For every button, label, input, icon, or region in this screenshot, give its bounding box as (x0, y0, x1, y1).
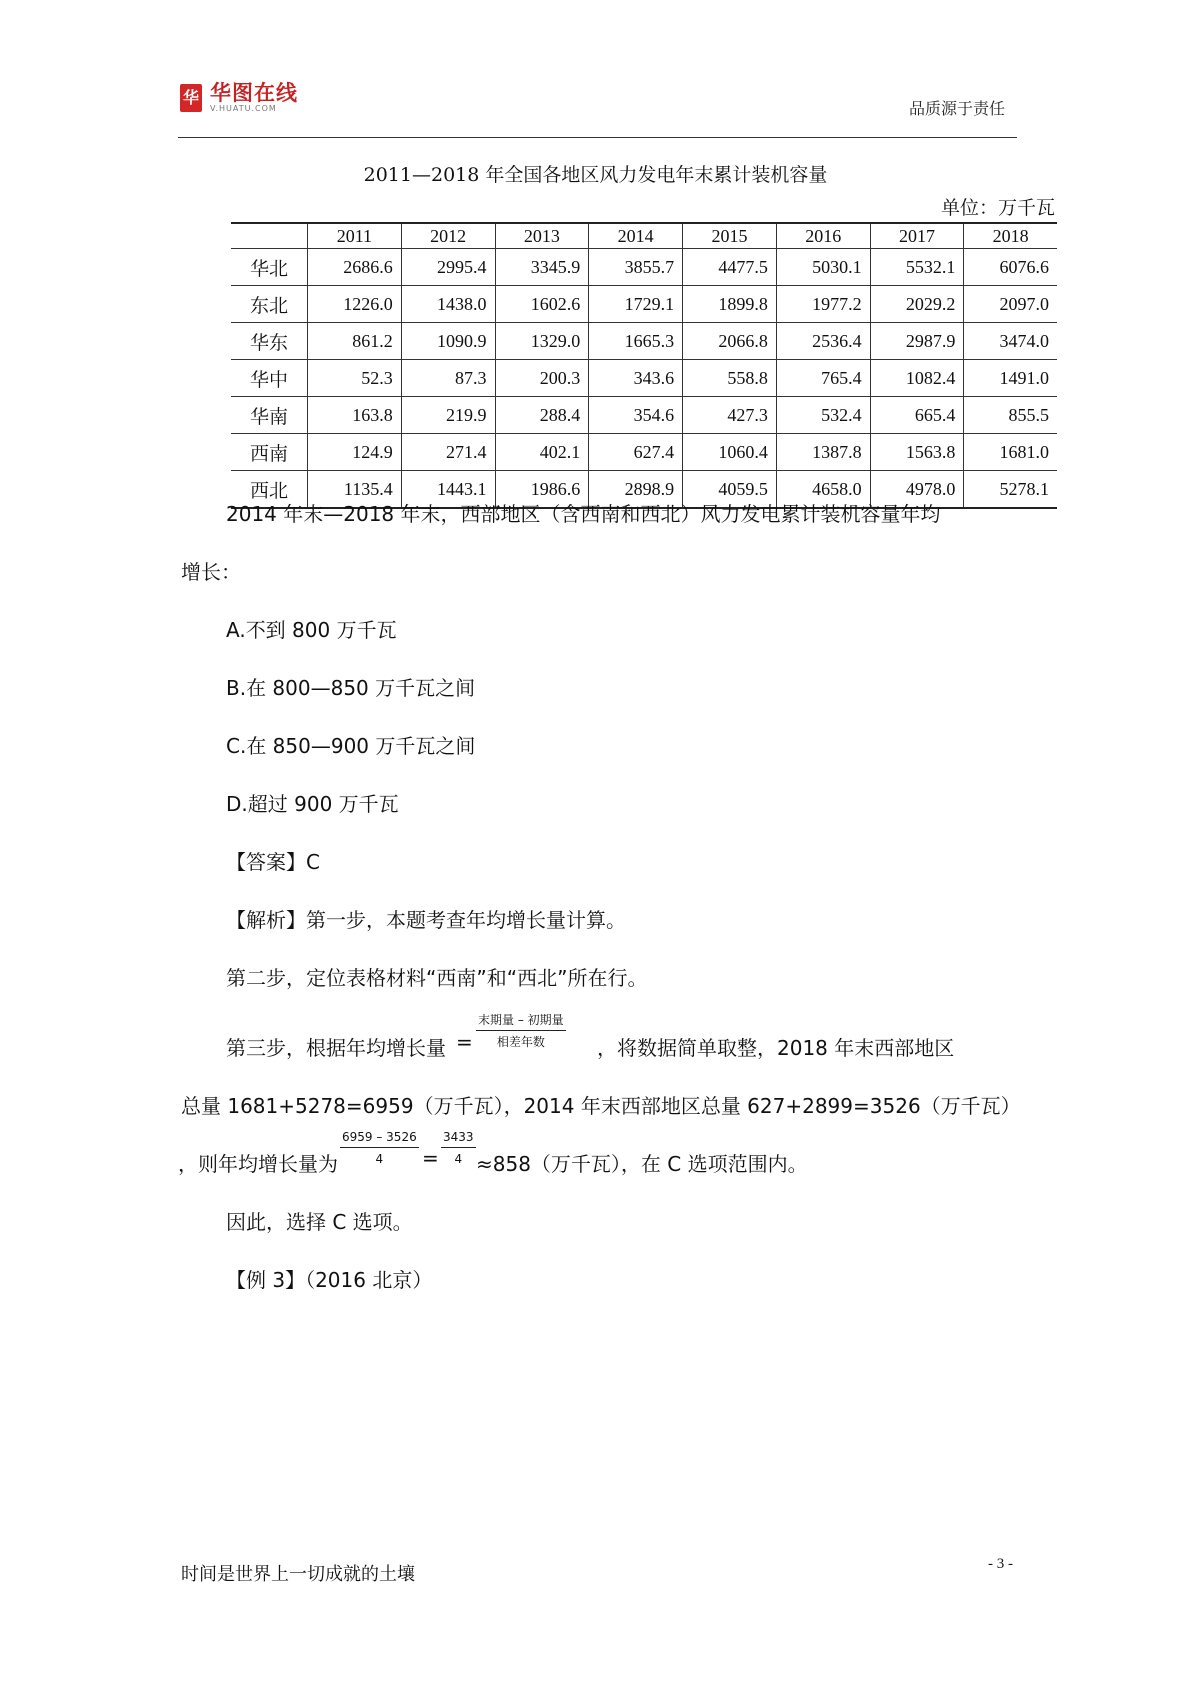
value-cell: 1977.2 (776, 286, 870, 323)
value-cell: 1060.4 (683, 434, 777, 471)
option-a: A.不到 800 万千瓦 (226, 618, 397, 642)
fraction-1-numerator: 6959 – 3526 (340, 1129, 419, 1148)
analysis-step3-line3-suffix: ≈858（万千瓦），在 C 选项范围内。 (476, 1152, 808, 1176)
value-cell: 1681.0 (964, 434, 1057, 471)
value-cell: 1491.0 (964, 360, 1057, 397)
value-cell: 2029.2 (870, 286, 964, 323)
analysis-step2: 第二步，定位表格材料“西南”和“西北”所在行。 (226, 966, 648, 990)
data-table (231, 222, 1057, 509)
value-cell: 2686.6 (308, 249, 402, 286)
brand-logo (180, 82, 298, 114)
year-header: 2017 (870, 223, 964, 249)
value-cell: 6076.6 (964, 249, 1057, 286)
analysis-step3-line3-prefix: ，则年均增长量为 (178, 1152, 338, 1176)
question-stem-cont: 增长： (181, 560, 241, 584)
equals-sign: = (456, 1030, 473, 1054)
value-cell: 1438.0 (401, 286, 495, 323)
value-cell: 288.4 (495, 397, 589, 434)
value-cell: 4477.5 (683, 249, 777, 286)
value-cell: 1387.8 (776, 434, 870, 471)
value-cell: 52.3 (308, 360, 402, 397)
table-row (231, 434, 1057, 471)
value-cell: 1443.1 (401, 471, 495, 509)
year-header: 2018 (964, 223, 1057, 249)
value-cell: 1135.4 (308, 471, 402, 509)
table-unit: 单位：万千瓦 (940, 197, 1055, 219)
year-header: 2016 (776, 223, 870, 249)
value-cell: 5030.1 (776, 249, 870, 286)
growth-formula (476, 1012, 566, 1050)
option-c: C.在 850—900 万千瓦之间 (226, 734, 476, 758)
analysis-step1: 【解析】第一步，本题考查年均增长量计算。 (226, 908, 626, 932)
value-cell: 163.8 (308, 397, 402, 434)
formula-numerator: 末期量 – 初期量 (476, 1012, 566, 1031)
fraction-1-denominator: 4 (375, 1152, 384, 1166)
table-title: 2011—2018 年全国各地区风力发电年末累计装机容量 (363, 164, 828, 186)
value-cell: 271.4 (401, 434, 495, 471)
question-stem: 2014 年末—2018 年末，西部地区（含西南和西北）风力发电累计装机容量年均 (226, 502, 941, 526)
analysis-step3-line2: 总量 1681+5278=6959（万千瓦），2014 年末西部地区总量 627+2899=3526（万千瓦） (181, 1094, 1021, 1118)
option-d: D.超过 900 万千瓦 (226, 792, 399, 816)
value-cell: 665.4 (870, 397, 964, 434)
table-row (231, 286, 1057, 323)
value-cell: 354.6 (589, 397, 683, 434)
next-example-heading: 【例 3】（2016 北京） (226, 1268, 433, 1292)
value-cell: 1090.9 (401, 323, 495, 360)
value-cell: 343.6 (589, 360, 683, 397)
value-cell: 1563.8 (870, 434, 964, 471)
table-row (231, 249, 1057, 286)
value-cell: 558.8 (683, 360, 777, 397)
value-cell: 1329.0 (495, 323, 589, 360)
table-row (231, 397, 1057, 434)
answer: 【答案】C (226, 850, 320, 874)
value-cell: 5278.1 (964, 471, 1057, 509)
value-cell: 2995.4 (401, 249, 495, 286)
equals-sign: = (422, 1146, 439, 1170)
value-cell: 2898.9 (589, 471, 683, 509)
formula-denominator: 相差年数 (496, 1035, 545, 1049)
year-header: 2011 (308, 223, 402, 249)
value-cell: 855.5 (964, 397, 1057, 434)
value-cell: 1665.3 (589, 323, 683, 360)
logo-icon: 华 (180, 84, 202, 112)
region-cell: 西北 (231, 471, 308, 509)
value-cell: 5532.1 (870, 249, 964, 286)
analysis-step3-prefix: 第三步，根据年均增长量 (226, 1036, 446, 1060)
logo-name: 华图在线 (210, 81, 298, 105)
value-cell: 3345.9 (495, 249, 589, 286)
value-cell: 427.3 (683, 397, 777, 434)
table-corner-cell (231, 223, 308, 249)
value-cell: 2066.8 (683, 323, 777, 360)
value-cell: 1986.6 (495, 471, 589, 509)
value-cell: 2536.4 (776, 323, 870, 360)
region-cell: 华北 (231, 249, 308, 286)
value-cell: 124.9 (308, 434, 402, 471)
value-cell: 1729.1 (589, 286, 683, 323)
value-cell: 3474.0 (964, 323, 1057, 360)
table-row (231, 323, 1057, 360)
value-cell: 219.9 (401, 397, 495, 434)
value-cell: 3855.7 (589, 249, 683, 286)
value-cell: 1082.4 (870, 360, 964, 397)
region-cell: 西南 (231, 434, 308, 471)
table-row (231, 360, 1057, 397)
page-number: - 3 - (988, 1556, 1013, 1572)
fraction-2-denominator: 4 (454, 1152, 463, 1166)
fraction-2-numerator: 3433 (441, 1129, 476, 1148)
year-header: 2012 (401, 223, 495, 249)
region-cell: 东北 (231, 286, 308, 323)
value-cell: 87.3 (401, 360, 495, 397)
value-cell: 532.4 (776, 397, 870, 434)
value-cell: 765.4 (776, 360, 870, 397)
header-slogan: 品质源于责任 (908, 99, 1005, 118)
value-cell: 2097.0 (964, 286, 1057, 323)
logo-url: V.HUATU.COM (210, 104, 277, 113)
region-cell: 华南 (231, 397, 308, 434)
value-cell: 1602.6 (495, 286, 589, 323)
value-cell: 402.1 (495, 434, 589, 471)
footer-motto: 时间是世界上一切成就的土壤 (181, 1564, 415, 1585)
calc-fraction-2 (441, 1129, 476, 1167)
value-cell: 4059.5 (683, 471, 777, 509)
value-cell: 200.3 (495, 360, 589, 397)
value-cell: 1226.0 (308, 286, 402, 323)
value-cell: 1899.8 (683, 286, 777, 323)
value-cell: 627.4 (589, 434, 683, 471)
region-cell: 华中 (231, 360, 308, 397)
value-cell: 4658.0 (776, 471, 870, 509)
region-cell: 华东 (231, 323, 308, 360)
table-header-row (231, 223, 1057, 249)
value-cell: 861.2 (308, 323, 402, 360)
conclusion: 因此，选择 C 选项。 (226, 1210, 413, 1234)
value-cell: 4978.0 (870, 471, 964, 509)
analysis-step3-suffix: ，将数据简单取整，2018 年末西部地区 (597, 1036, 955, 1060)
calc-fraction-1 (340, 1129, 419, 1167)
year-header: 2014 (589, 223, 683, 249)
year-header: 2015 (683, 223, 777, 249)
option-b: B.在 800—850 万千瓦之间 (226, 676, 476, 700)
value-cell: 2987.9 (870, 323, 964, 360)
year-header: 2013 (495, 223, 589, 249)
header-divider (178, 137, 1017, 138)
